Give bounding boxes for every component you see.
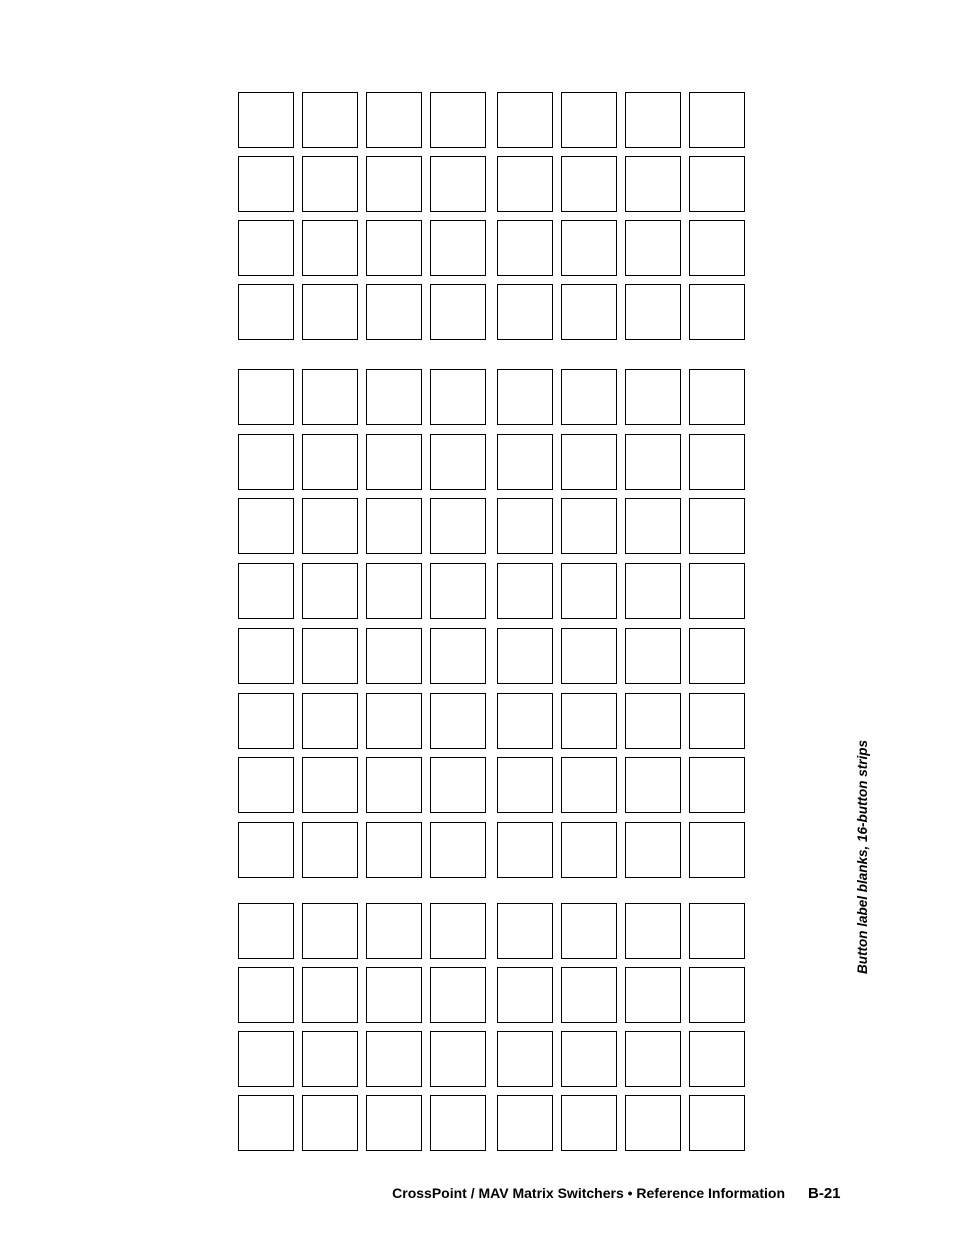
button-label-blank	[689, 92, 745, 148]
button-label-blank	[625, 1031, 681, 1087]
button-label-blank	[497, 967, 553, 1023]
button-label-blank	[689, 220, 745, 276]
button-label-blank	[625, 92, 681, 148]
button-label-blank	[430, 757, 486, 813]
button-label-blank	[689, 693, 745, 749]
button-label-blank	[366, 903, 422, 959]
button-label-blank	[625, 434, 681, 490]
button-label-blank	[561, 967, 617, 1023]
button-label-blank	[366, 967, 422, 1023]
button-label-blank	[302, 1031, 358, 1087]
button-label-blank	[689, 156, 745, 212]
button-label-blank	[497, 92, 553, 148]
button-label-blank	[430, 693, 486, 749]
button-label-blank	[561, 1031, 617, 1087]
button-label-blank	[302, 822, 358, 878]
button-label-blank	[366, 563, 422, 619]
button-label-blank	[302, 369, 358, 425]
button-label-blank	[561, 693, 617, 749]
button-label-blank	[430, 903, 486, 959]
button-label-blank	[561, 156, 617, 212]
button-label-blank	[497, 220, 553, 276]
button-label-blank	[497, 1031, 553, 1087]
button-label-blank	[238, 693, 294, 749]
button-label-blank	[366, 92, 422, 148]
button-label-blank	[302, 1095, 358, 1151]
button-label-blank	[561, 369, 617, 425]
button-label-blank	[561, 284, 617, 340]
button-label-blank	[497, 693, 553, 749]
button-label-blank	[430, 498, 486, 554]
button-label-blank	[238, 434, 294, 490]
button-label-blank	[625, 628, 681, 684]
button-label-blank	[302, 92, 358, 148]
button-label-blank	[625, 498, 681, 554]
button-label-blank	[430, 156, 486, 212]
button-label-blank	[366, 1031, 422, 1087]
button-label-blank	[497, 284, 553, 340]
button-label-blank	[302, 903, 358, 959]
button-label-blank	[689, 369, 745, 425]
button-label-blank	[430, 822, 486, 878]
button-label-blank	[430, 628, 486, 684]
button-label-blank	[561, 1095, 617, 1151]
button-label-blank	[625, 757, 681, 813]
button-label-blank	[561, 903, 617, 959]
button-label-blank	[302, 693, 358, 749]
button-label-blank	[302, 628, 358, 684]
button-label-blank	[625, 284, 681, 340]
button-label-blank	[430, 92, 486, 148]
button-label-blank	[689, 903, 745, 959]
button-label-blank	[238, 967, 294, 1023]
button-label-blank	[689, 628, 745, 684]
button-label-blank	[561, 434, 617, 490]
button-label-blank	[430, 1031, 486, 1087]
button-label-blank	[302, 967, 358, 1023]
button-label-blank	[366, 434, 422, 490]
footer-title: CrossPoint / MAV Matrix Switchers • Reference Information	[392, 1185, 785, 1201]
button-label-blank	[497, 563, 553, 619]
button-label-blank	[561, 822, 617, 878]
button-label-blank	[497, 434, 553, 490]
button-label-blank	[366, 757, 422, 813]
button-label-blank	[430, 1095, 486, 1151]
button-label-blank	[561, 757, 617, 813]
button-label-blank	[625, 563, 681, 619]
button-label-blank	[497, 757, 553, 813]
button-label-blank	[689, 1031, 745, 1087]
button-label-blank	[625, 156, 681, 212]
button-label-blank	[430, 284, 486, 340]
button-label-blank	[497, 628, 553, 684]
button-label-blank	[366, 498, 422, 554]
button-label-blank	[302, 434, 358, 490]
button-label-blank	[689, 757, 745, 813]
button-label-blank	[238, 903, 294, 959]
button-label-blank	[625, 220, 681, 276]
button-label-blank	[561, 628, 617, 684]
button-label-blank	[497, 903, 553, 959]
button-label-blank	[689, 1095, 745, 1151]
button-label-blank	[625, 822, 681, 878]
button-label-blank	[238, 498, 294, 554]
button-label-blank	[302, 220, 358, 276]
button-label-blank	[238, 563, 294, 619]
button-label-blank	[430, 967, 486, 1023]
button-label-blank	[689, 967, 745, 1023]
button-label-blank	[302, 757, 358, 813]
button-label-blank	[689, 498, 745, 554]
button-label-blank	[238, 1095, 294, 1151]
button-label-blank	[238, 284, 294, 340]
button-label-blank	[625, 1095, 681, 1151]
button-label-blank	[238, 369, 294, 425]
button-label-blank	[238, 92, 294, 148]
button-label-blank	[625, 693, 681, 749]
button-label-blank	[497, 156, 553, 212]
button-label-blank	[366, 369, 422, 425]
button-label-blank	[561, 92, 617, 148]
button-label-blank	[238, 156, 294, 212]
button-label-blank	[497, 369, 553, 425]
button-label-blank	[366, 156, 422, 212]
button-label-blank	[430, 369, 486, 425]
button-label-blank	[366, 1095, 422, 1151]
button-label-blank	[497, 1095, 553, 1151]
button-label-blank	[625, 369, 681, 425]
button-label-blank	[238, 220, 294, 276]
button-label-blank	[302, 284, 358, 340]
button-label-blank	[561, 498, 617, 554]
button-label-blank	[366, 284, 422, 340]
button-label-blank	[238, 1031, 294, 1087]
button-label-blank	[625, 967, 681, 1023]
button-label-blank	[238, 628, 294, 684]
button-label-blank	[430, 563, 486, 619]
section-side-label: Button label blanks, 16-button strips	[855, 740, 870, 975]
button-label-blank	[302, 498, 358, 554]
button-label-blank	[497, 498, 553, 554]
button-label-blank	[366, 220, 422, 276]
button-label-blank	[561, 563, 617, 619]
button-label-blank	[625, 903, 681, 959]
button-label-blank	[689, 563, 745, 619]
button-label-blank	[689, 822, 745, 878]
button-label-blank	[366, 693, 422, 749]
button-label-blank	[238, 822, 294, 878]
page-number: B-21	[808, 1185, 841, 1202]
button-label-blank	[561, 220, 617, 276]
button-label-blank	[689, 284, 745, 340]
button-label-blank	[366, 822, 422, 878]
button-label-blank	[302, 156, 358, 212]
button-label-blank	[497, 822, 553, 878]
button-label-blank	[689, 434, 745, 490]
button-label-blank	[302, 563, 358, 619]
button-label-blank	[430, 434, 486, 490]
button-label-blank	[430, 220, 486, 276]
button-label-blank	[238, 757, 294, 813]
button-label-blank	[366, 628, 422, 684]
